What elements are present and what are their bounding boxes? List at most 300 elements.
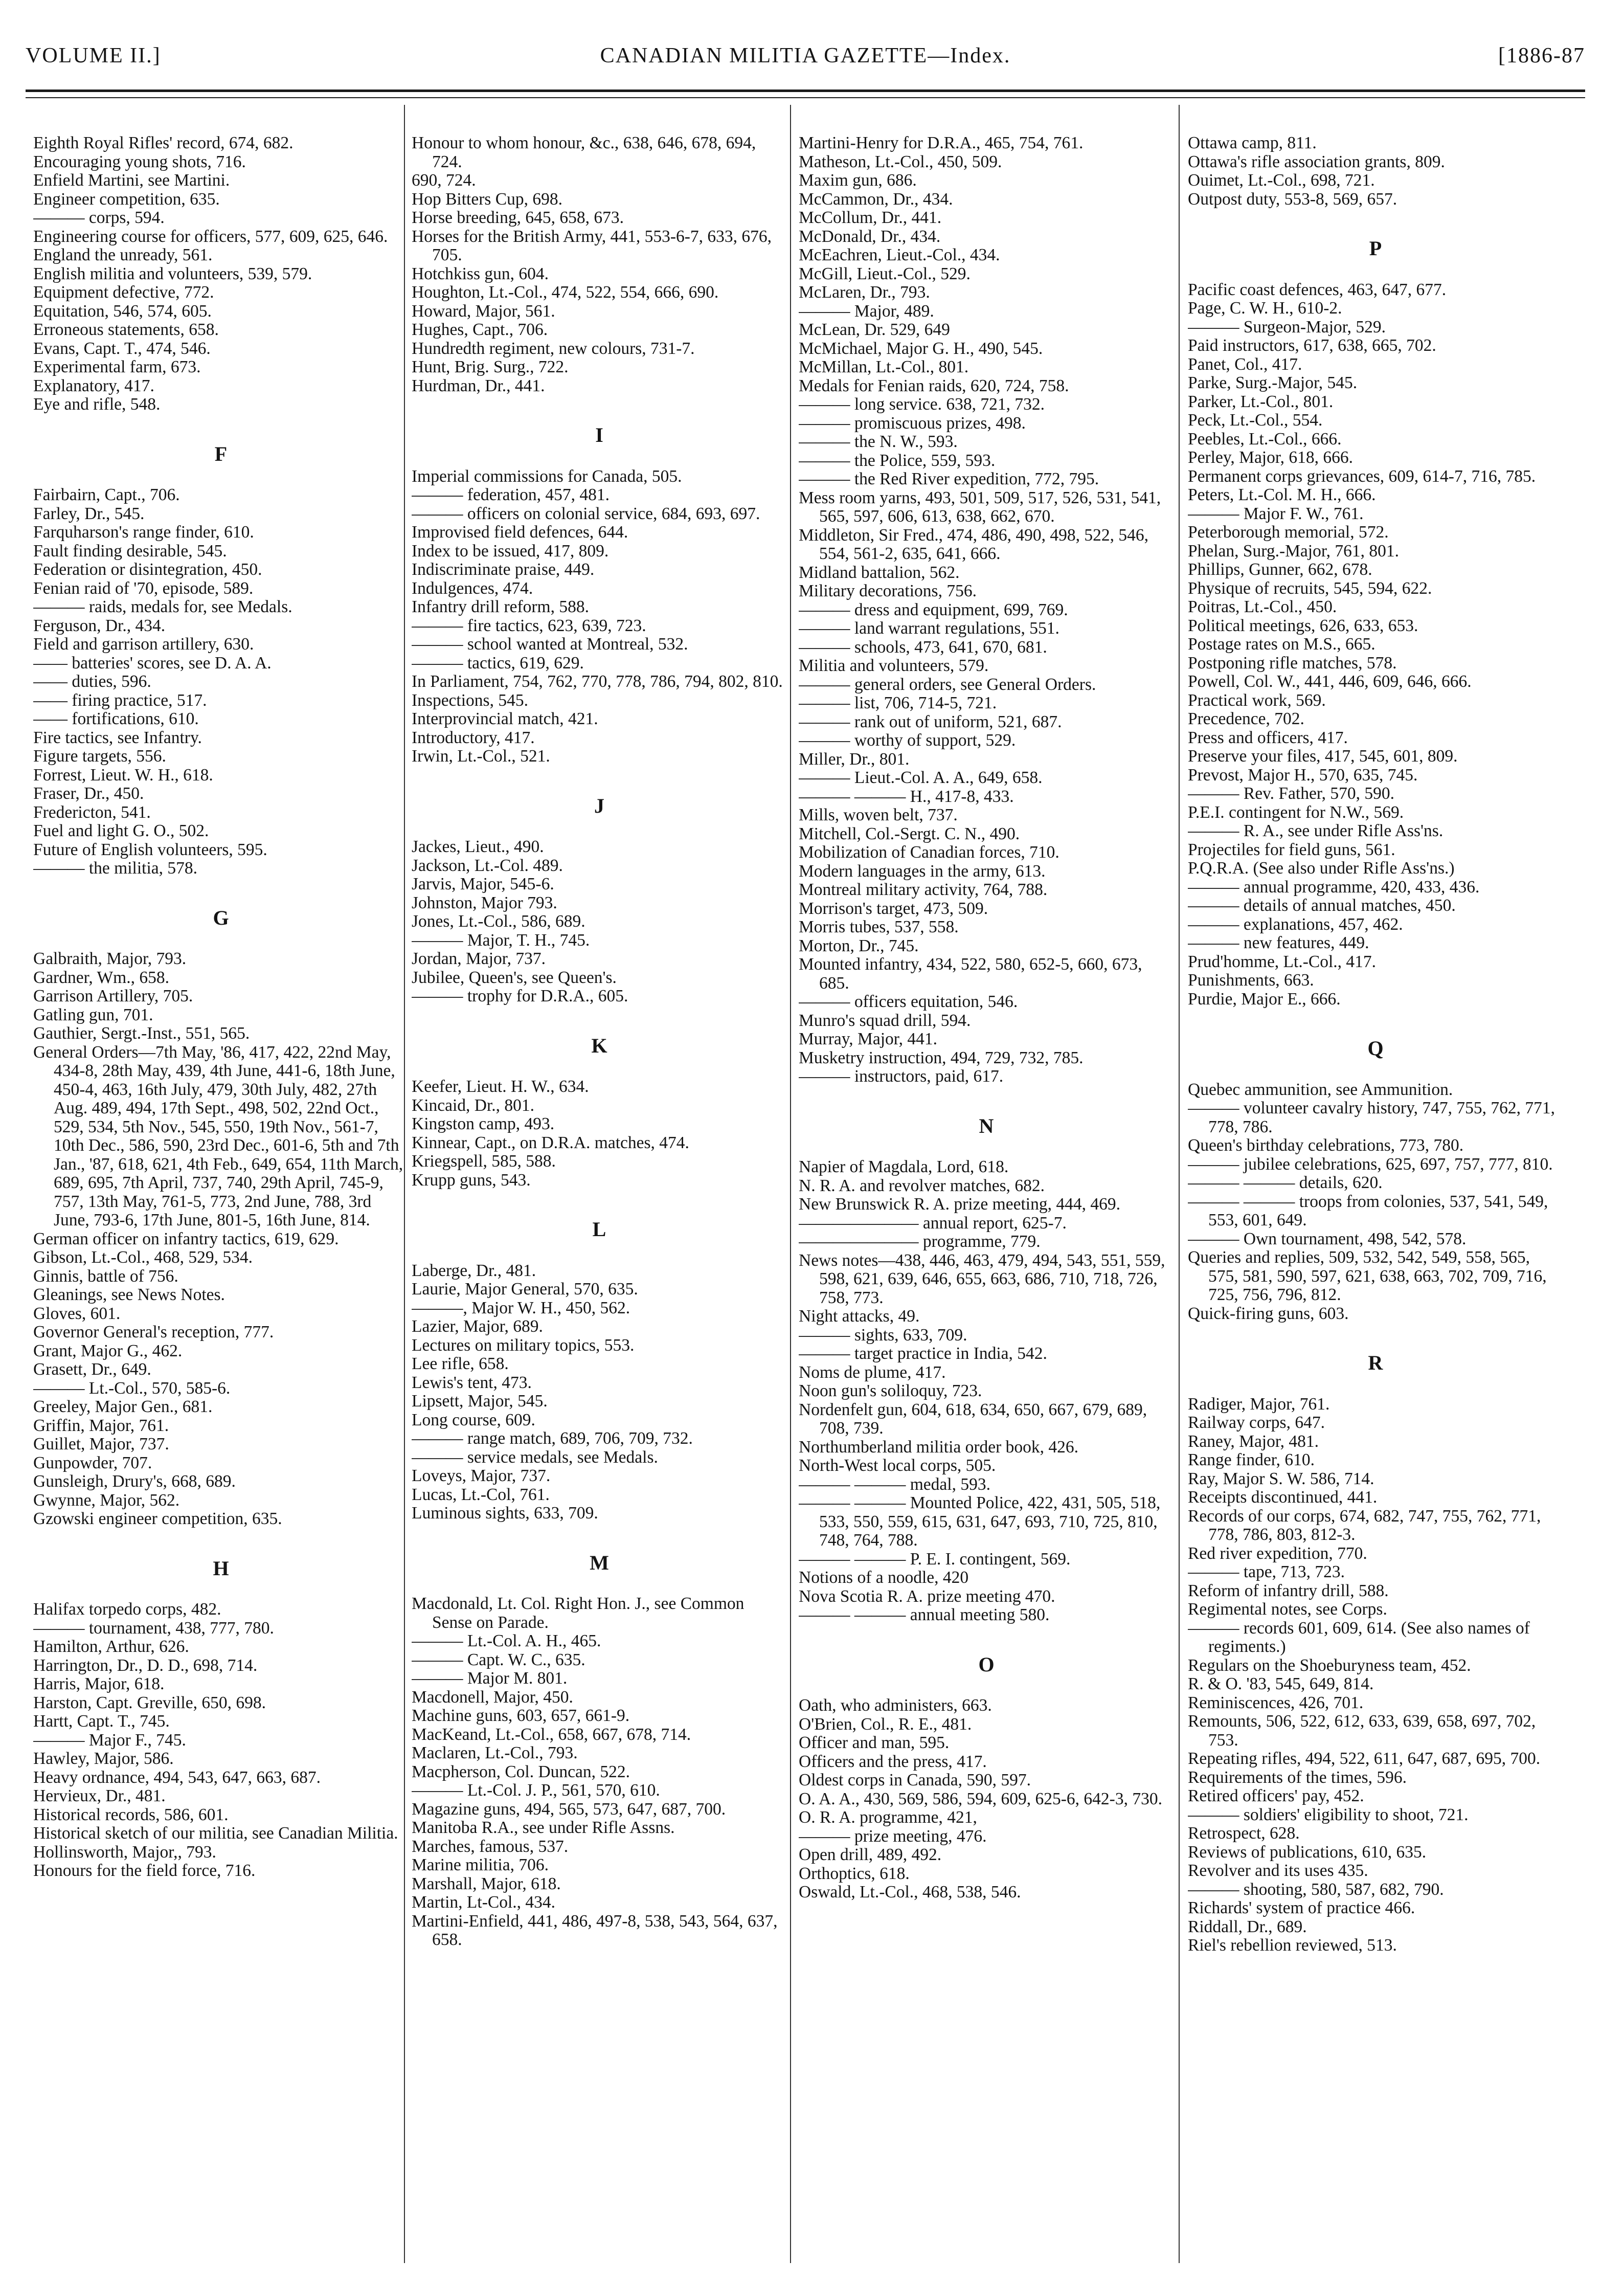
index-entry: Riel's rebellion reviewed, 513. (1188, 1936, 1397, 1955)
index-entry: ——— ——— P. E. I. contingent, 569. (799, 1549, 1071, 1569)
index-entry: ——— Major F. W., 761. (1188, 504, 1364, 523)
index-entry: Morrison's target, 473, 509. (799, 899, 988, 918)
index-entry: Phelan, Surg.-Major, 761, 801. (1188, 541, 1400, 561)
index-entry: ——— general orders, see General Orders. (799, 675, 1096, 694)
index-entry: N. R. A. and revolver matches, 682. (799, 1176, 1045, 1195)
index-entry: Munro's squad drill, 594. (799, 1011, 971, 1030)
index-entry: Northumberland militia order book, 426. (799, 1437, 1079, 1457)
section-letter: H (213, 1556, 230, 1580)
index-entry: McMillan, Lt.-Col., 801. (799, 357, 969, 376)
section-letter: M (590, 1551, 610, 1574)
index-entry: Ottawa camp, 811. (1188, 134, 1317, 152)
index-entry: Parker, Lt.-Col., 801. (1188, 392, 1334, 411)
index-entry: Riddall, Dr., 689. (1188, 1917, 1307, 1936)
index-entry: ——— worthy of support, 529. (799, 731, 1016, 750)
index-entry: Jones, Lt.-Col., 586, 689. (412, 912, 585, 931)
section-letter: J (594, 794, 605, 817)
index-entry: ——— Lt.-Col. J. P., 561, 570, 610. (412, 1781, 660, 1800)
index-entry: Regimental notes, see Corps. (1188, 1600, 1387, 1619)
index-entry: Morton, Dr., 745. (799, 936, 919, 955)
index-entry: Range finder, 610. (1188, 1450, 1315, 1469)
index-entry: Reform of infantry drill, 588. (1188, 1581, 1389, 1600)
index-entry: ——— Capt. W. C., 635. (412, 1650, 585, 1669)
index-entry: Fuel and light G. O., 502. (33, 821, 209, 840)
index-entry: Lucas, Lt.-Col, 761. (412, 1485, 550, 1504)
index-entry: Laurie, Major General, 570, 635. (412, 1280, 638, 1299)
index-entry: P.E.I. contingent for N.W., 569. (1188, 802, 1404, 822)
index-entry: MacKeand, Lt.-Col., 658, 667, 678, 714. (412, 1725, 691, 1744)
index-entry: Napier of Magdala, Lord, 618. (799, 1157, 1009, 1176)
index-entry: Hop Bitters Cup, 698. (412, 189, 562, 209)
index-entry: News notes—438, 446, 463, 479, 494, 543, 551, 559, 598, 621, 639, 646, 655, 663, 686, 710, 718, 726, 758, 773. (799, 1250, 1165, 1307)
index-entry: ——— Major M. 801. (412, 1669, 568, 1688)
index-entry: Repeating rifles, 494, 522, 611, 647, 687, 695, 700. (1188, 1749, 1541, 1768)
index-entry: ——— the Police, 559, 593. (799, 451, 996, 470)
index-entry: Peebles, Lt.-Col., 666. (1188, 429, 1342, 449)
index-entry: Hartt, Capt. T., 745. (33, 1712, 170, 1731)
index-entry: Quebec ammunition, see Ammunition. (1188, 1080, 1453, 1099)
index-entry: Evans, Capt. T., 474, 546. (33, 339, 211, 358)
index-entry: Permanent corps grievances, 609, 614-7, 716, 785. (1188, 466, 1536, 486)
index-entry: ——— tournament, 438, 777, 780. (33, 1618, 274, 1638)
index-entry: Modern languages in the army, 613. (799, 861, 1046, 881)
index-entry: Manitoba R.A., see under Rifle Assns. (412, 1818, 675, 1837)
index-entry: Gleanings, see News Notes. (33, 1285, 225, 1304)
column-divider (790, 105, 791, 2263)
volume-label: VOLUME II.] (26, 44, 161, 68)
index-entry: General Orders—7th May, '86, 417, 422, 22nd May, 434-8, 28th May, 439, 4th June, 441-6, 18th June, 450-4, 463, 16th July, 479, 30th July, 482, 27th Aug. 489, 494, 17th Sept., 498, 502, 22nd Oct., 529, 534, 5th Nov., 545, 550, 19th Nov., 561-7, 10th Dec., 586, 590, 23rd Dec., 601-6, 5th and 7th Jan., '87, 618, 621, 4th Feb., 649, 654, 11th March, 689, 695, 7th April, 737, 740, 29th April, 745-9, 757, 13th May, 761-5, 773, 2nd June, 788, 3rd June, 793-6, 17th June, 801-5, 16th June, 814. (33, 1042, 403, 1229)
index-entry: Macdonell, Major, 450. (412, 1687, 573, 1707)
index-entry: Inspections, 545. (412, 690, 528, 710)
index-entry: ——— ——— medal, 593. (799, 1474, 990, 1494)
index-entry: Federation or disintegration, 450. (33, 560, 262, 579)
index-entry: Railway corps, 647. (1188, 1413, 1325, 1432)
index-entry: ——— details of annual matches, 450. (1188, 896, 1456, 915)
index-entry: Nova Scotia R. A. prize meeting 470. (799, 1586, 1055, 1606)
header-rule (26, 90, 1585, 92)
index-entry: Raney, Major, 481. (1188, 1431, 1319, 1451)
index-entry: Harston, Capt. Greville, 650, 698. (33, 1693, 266, 1712)
index-entry: McCammon, Dr., 434. (799, 189, 953, 209)
index-entry: Lee rifle, 658. (412, 1354, 509, 1373)
index-entry: Kingston camp, 493. (412, 1114, 555, 1133)
index-entry: Open drill, 489, 492. (799, 1845, 942, 1864)
index-entry: Hunt, Brig. Surg., 722. (412, 357, 569, 376)
index-entry: ——— volunteer cavalry history, 747, 755, 762, 771, 778, 786. (1188, 1099, 1555, 1136)
index-entry: Quick-firing guns, 603. (1188, 1304, 1349, 1323)
index-entry: Maclaren, Lt.-Col., 793. (412, 1743, 578, 1762)
index-entry: Reminiscences, 426, 701. (1188, 1693, 1364, 1712)
index-entry: Lectures on military topics, 553. (412, 1335, 635, 1355)
index-entry: Lazier, Major, 689. (412, 1317, 543, 1336)
index-entry: ——— Major, 489. (799, 301, 934, 321)
index-entry: ——— dress and equipment, 699, 769. (799, 600, 1068, 619)
index-entry: Hundredth regiment, new colours, 731-7. (412, 339, 695, 358)
index-entry: Martin, Lt-Col., 434. (412, 1893, 556, 1912)
index-entry: ——— ——— details, 620. (1188, 1173, 1383, 1192)
index-entry: Fraser, Dr., 450. (33, 784, 144, 803)
index-entry: Hervieux, Dr., 481. (33, 1786, 166, 1805)
index-entry: ——— sights, 633, 709. (799, 1325, 967, 1345)
index-entry: Purdie, Major E., 666. (1188, 989, 1341, 1009)
index-entry: Nordenfelt gun, 604, 618, 634, 650, 667, 679, 689, 708, 739. (799, 1400, 1147, 1438)
index-entry: ——— raids, medals for, see Medals. (33, 597, 292, 616)
index-entry: Midland battalion, 562. (799, 563, 960, 582)
index-entry: Militia and volunteers, 579. (799, 656, 989, 675)
index-entry: Hawley, Major, 586. (33, 1749, 174, 1768)
index-entry: ——— tactics, 619, 629. (412, 653, 584, 673)
index-entry: Gauthier, Sergt.-Inst., 551, 565. (33, 1024, 250, 1043)
section-letter: K (591, 1034, 608, 1057)
index-entry: Interprovincial match, 421. (412, 709, 598, 728)
index-entry: ——— ——— H., 417-8, 433. (799, 787, 1014, 806)
index-entry: Fire tactics, see Infantry. (33, 728, 202, 747)
index-entry: Ottawa's rifle association grants, 809. (1188, 152, 1445, 171)
index-entry: McGill, Lieut.-Col., 529. (799, 264, 971, 283)
index-entry: R. & O. '83, 545, 649, 814. (1188, 1674, 1374, 1693)
index-entry: ——— soldiers' eligibility to shoot, 721. (1188, 1805, 1469, 1824)
index-entry: Peters, Lt.-Col. M. H., 666. (1188, 485, 1376, 504)
index-entry: Notions of a noodle, 420 (799, 1568, 969, 1587)
index-entry: Paid instructors, 617, 638, 665, 702. (1188, 336, 1436, 355)
index-entry: Engineering course for officers, 577, 609, 625, 646. (33, 227, 388, 246)
index-entry: Morris tubes, 537, 558. (799, 918, 959, 936)
index-entry: Gatling gun, 701. (33, 1005, 153, 1024)
index-entry: Physique of recruits, 545, 594, 622. (1188, 578, 1432, 598)
index-entry: Field and garrison artillery, 630. (33, 635, 254, 654)
index-entry: Peck, Lt.-Col., 554. (1188, 411, 1323, 430)
index-column-1 (33, 134, 409, 2262)
index-entry: Laberge, Dr., 481. (412, 1261, 536, 1280)
index-entry: ——— R. A., see under Rifle Ass'ns. (1188, 821, 1443, 840)
index-entry: ——— records 601, 609, 614. (See also names of regiments.) (1188, 1618, 1530, 1656)
index-entry: McDonald, Dr., 434. (799, 227, 941, 246)
index-entry: ——— annual programme, 420, 433, 436. (1188, 877, 1480, 897)
index-entry: Officers and the press, 417. (799, 1752, 987, 1771)
index-entry: Galbraith, Major, 793. (33, 949, 187, 968)
index-entry: Mess room yarns, 493, 501, 509, 517, 526, 531, 541, 565, 597, 606, 613, 638, 662, 670. (799, 488, 1161, 526)
section-letter: G (213, 906, 230, 929)
index-entry: Macpherson, Col. Duncan, 522. (412, 1762, 630, 1781)
index-entry: Mills, woven belt, 737. (799, 806, 958, 824)
index-entry: Hurdman, Dr., 441. (412, 376, 545, 395)
index-entry: Phillips, Gunner, 662, 678. (1188, 560, 1372, 579)
index-entry: Murray, Major, 441. (799, 1030, 937, 1048)
index-entry: Page, C. W. H., 610-2. (1188, 299, 1342, 318)
index-entry: Marshall, Major, 618. (412, 1874, 561, 1893)
index-entry: Harris, Major, 618. (33, 1674, 165, 1693)
index-entry: Figure targets, 556. (33, 747, 166, 766)
index-entry: Powell, Col. W., 441, 446, 609, 646, 666. (1188, 672, 1472, 691)
index-entry: Revolver and its uses 435. (1188, 1861, 1368, 1880)
index-entry: ——— Lt.-Col., 570, 585-6. (33, 1378, 231, 1398)
index-entry: Ray, Major S. W. 586, 714. (1188, 1469, 1374, 1488)
index-entry: Precedence, 702. (1188, 709, 1304, 728)
index-entry: Radiger, Major, 761. (1188, 1394, 1330, 1414)
index-entry: Matheson, Lt.-Col., 450, 509. (799, 152, 1002, 171)
section-letter: R (1368, 1351, 1384, 1374)
index-entry: German officer on infantry tactics, 619, 629. (33, 1229, 339, 1248)
index-entry: Noms de plume, 417. (799, 1362, 946, 1382)
index-entry: Marine militia, 706. (412, 1855, 549, 1874)
index-entry: Jackes, Lieut., 490. (412, 837, 544, 856)
index-entry: Red river expedition, 770. (1188, 1543, 1367, 1563)
index-entry: ——— schools, 473, 641, 670, 681. (799, 637, 1047, 657)
index-entry: Kincaid, Dr., 801. (412, 1095, 535, 1115)
index-entry: Howard, Major, 561. (412, 301, 555, 321)
index-entry: ——— officers on colonial service, 684, 693, 697. (412, 504, 760, 523)
index-entry: ——— list, 706, 714-5, 721. (799, 693, 997, 712)
index-entry: Eighth Royal Rifles' record, 674, 682. (33, 134, 294, 152)
index-entry: Fairbairn, Capt., 706. (33, 485, 180, 504)
section-letter: I (595, 423, 604, 446)
index-entry: ——— fire tactics, 623, 639, 723. (412, 616, 646, 635)
index-entry: McCollum, Dr., 441. (799, 208, 942, 227)
index-entry: Outpost duty, 553-8, 569, 657. (1188, 189, 1397, 209)
index-entry: Explanatory, 417. (33, 376, 154, 395)
index-entry: ——— Lt.-Col. A. H., 465. (412, 1631, 601, 1650)
index-entry: Hollinsworth, Major,, 793. (33, 1842, 216, 1862)
index-entry: Gzowski engineer competition, 635. (33, 1509, 282, 1528)
index-entry: Officer and man, 595. (799, 1733, 950, 1752)
index-entry: Lewis's tent, 473. (412, 1373, 532, 1392)
index-entry: Punishments, 663. (1188, 971, 1314, 990)
index-entry: Noon gun's soliloquy, 723. (799, 1381, 982, 1400)
index-entry: O. R. A. programme, 421, (799, 1808, 977, 1827)
index-entry: Fault finding desirable, 545. (33, 541, 227, 561)
index-entry: ——— Rev. Father, 570, 590. (1188, 784, 1395, 803)
index-entry: Pacific coast defences, 463, 647, 677. (1188, 280, 1447, 299)
index-entry: ——— school wanted at Montreal, 532. (412, 635, 688, 654)
index-entry: In Parliament, 754, 762, 770, 778, 786, 794, 802, 810. (412, 672, 783, 691)
index-entry: Houghton, Lt.-Col., 474, 522, 554, 666, 690. (412, 283, 719, 302)
index-entry: Johnston, Major 793. (412, 893, 557, 912)
index-entry: Jackson, Lt.-Col. 489. (412, 856, 563, 875)
index-entry: Heavy ordnance, 494, 543, 647, 663, 687. (33, 1768, 321, 1787)
index-entry: Press and officers, 417. (1188, 728, 1348, 747)
index-entry: Maxim gun, 686. (799, 171, 917, 190)
index-entry: ——— corps, 594. (33, 208, 165, 227)
index-entry: Erroneous statements, 658. (33, 320, 219, 339)
index-entry: Perley, Major, 618, 666. (1188, 448, 1354, 467)
index-entry: Postponing rifle matches, 578. (1188, 653, 1397, 673)
index-entry: Honour to whom honour, &c., 638, 646, 678, 694, 724. (412, 134, 756, 171)
page-title: CANADIAN MILITIA GAZETTE—Index. (600, 44, 1011, 68)
index-entry: Preserve your files, 417, 545, 601, 809. (1188, 747, 1458, 766)
index-entry: Richards' system of practice 466. (1188, 1898, 1415, 1917)
index-entry: Prevost, Major H., 570, 635, 745. (1188, 765, 1418, 785)
index-entry: Forrest, Lieut. W. H., 618. (33, 765, 213, 785)
index-entry: ——— range match, 689, 706, 709, 732. (412, 1429, 693, 1448)
index-entry: Hotchkiss gun, 604. (412, 264, 549, 283)
index-entry: Gunsleigh, Drury's, 668, 689. (33, 1472, 236, 1491)
index-entry: English militia and volunteers, 539, 579. (33, 264, 312, 283)
index-entry: Historical records, 586, 601. (33, 1805, 229, 1824)
index-entry: Garrison Artillery, 705. (33, 987, 193, 1005)
index-entry: Lipsett, Major, 545. (412, 1392, 548, 1411)
index-entry: Farquharson's range finder, 610. (33, 523, 254, 542)
index-entry: Poitras, Lt.-Col., 450. (1188, 597, 1337, 616)
index-entry: Historical sketch of our militia, see Canadian Militia. (33, 1824, 398, 1843)
index-entry: Gardner, Wm., 658. (33, 968, 169, 987)
index-entry: Panet, Col., 417. (1188, 354, 1302, 374)
year-range: [1886-87 (1498, 44, 1585, 68)
index-entry: ——————— annual report, 625-7. (799, 1213, 1067, 1233)
page-header (26, 43, 1585, 84)
index-entry: Honours for the field force, 716. (33, 1861, 256, 1880)
index-entry: Irwin, Lt.-Col., 521. (412, 747, 550, 766)
index-entry: Oath, who administers, 663. (799, 1696, 992, 1715)
index-entry: Experimental farm, 673. (33, 357, 201, 376)
index-entry: 690, 724. (412, 171, 476, 190)
index-entry: Peterborough memorial, 572. (1188, 523, 1389, 542)
index-entry: ——— ——— troops from colonies, 537, 541, 549, 553, 601, 649. (1188, 1192, 1548, 1229)
index-entry: Luminous sights, 633, 709. (412, 1504, 598, 1523)
index-entry: Future of English volunteers, 595. (33, 840, 267, 859)
index-entry: ——— jubilee celebrations, 625, 697, 757, 777, 810. (1188, 1154, 1553, 1174)
index-entry: ——— the militia, 578. (33, 859, 198, 878)
index-entry: Magazine guns, 494, 565, 573, 647, 687, 700. (412, 1799, 726, 1819)
index-entry: Macdonald, Lt. Col. Right Hon. J., see Common Sense on Parade. (412, 1594, 745, 1632)
index-entry: Requirements of the times, 596. (1188, 1768, 1407, 1787)
index-entry: Practical work, 569. (1188, 690, 1326, 710)
index-entry: Miller, Dr., 801. (799, 749, 910, 769)
index-entry: Montreal military activity, 764, 788. (799, 880, 1048, 899)
index-entry: Retired officers' pay, 452. (1188, 1786, 1364, 1805)
index-entry: Machine guns, 603, 657, 661-9. (412, 1706, 630, 1725)
index-entry: Halifax torpedo corps, 482. (33, 1600, 221, 1619)
index-entry: Encouraging young shots, 716. (33, 152, 246, 171)
section-letter: L (592, 1218, 607, 1241)
index-entry: ——— Own tournament, 498, 542, 578. (1188, 1229, 1467, 1248)
index-entry: ——— tape, 713, 723. (1188, 1562, 1345, 1581)
index-entry: Mounted infantry, 434, 522, 580, 652-5, 660, 673, 685. (799, 955, 1142, 993)
section-letter: P (1369, 237, 1383, 260)
index-entry: ——— rank out of uniform, 521, 687. (799, 712, 1062, 731)
index-entry: Oldest corps in Canada, 590, 597. (799, 1771, 1031, 1789)
index-entry: Engineer competition, 635. (33, 189, 220, 209)
index-entry: Jubilee, Queen's, see Queen's. (412, 968, 617, 987)
index-entry: ——— target practice in India, 542. (799, 1344, 1047, 1363)
index-entry: P.Q.R.A. (See also under Rifle Ass'ns.) (1188, 859, 1455, 878)
index-entry: Keefer, Lieut. H. W., 634. (412, 1077, 589, 1096)
index-entry: Parke, Surg.-Major, 545. (1188, 373, 1358, 392)
index-entry: Night attacks, 49. (799, 1307, 920, 1326)
index-entry: McEachren, Lieut.-Col., 434. (799, 245, 1000, 264)
index-entry: Harrington, Dr., D. D., 698, 714. (33, 1655, 258, 1675)
index-entry: Queen's birthday celebrations, 773, 780. (1188, 1136, 1464, 1155)
index-entry: Index to be issued, 417, 809. (412, 541, 609, 561)
index-entry: —— batteries' scores, see D. A. A. (33, 653, 272, 673)
index-entry: Griffin, Major, 761. (33, 1416, 169, 1435)
index-entry: Marches, famous, 537. (412, 1837, 569, 1856)
header-rule-thin (26, 97, 1585, 98)
index-entry: ——— shooting, 580, 587, 682, 790. (1188, 1880, 1444, 1899)
index-entry: Gloves, 601. (33, 1304, 121, 1323)
index-entry: ——————— programme, 779. (799, 1232, 1041, 1251)
index-entry: Imperial commissions for Canada, 505. (412, 466, 682, 486)
index-entry: McMichael, Major G. H., 490, 545. (799, 339, 1043, 358)
index-entry: Equipment defective, 772. (33, 283, 214, 302)
section-letter: Q (1367, 1037, 1384, 1060)
index-entry: New Brunswick R. A. prize meeting, 444, 469. (799, 1195, 1120, 1214)
index-entry: Long course, 609. (412, 1410, 535, 1429)
section-letter: F (214, 442, 228, 465)
index-entry: Military decorations, 756. (799, 581, 977, 600)
index-column-4 (1188, 134, 1564, 2262)
index-entry: Hamilton, Arthur, 626. (33, 1637, 189, 1656)
index-entry: Infantry drill reform, 588. (412, 597, 589, 616)
index-entry: ——— the Red River expedition, 772, 795. (799, 469, 1099, 488)
index-entry: Kriegspell, 585, 588. (412, 1152, 556, 1171)
index-entry: Indiscriminate praise, 449. (412, 560, 595, 579)
index-entry: Musketry instruction, 494, 729, 732, 785. (799, 1048, 1084, 1067)
index-entry: ——— explanations, 457, 462. (1188, 914, 1403, 934)
index-entry: ——— long service. 638, 721, 732. (799, 395, 1045, 414)
index-entry: Fenian raid of '70, episode, 589. (33, 578, 254, 598)
index-entry: Records of our corps, 674, 682, 747, 755, 762, 771, 778, 786, 803, 812-3. (1188, 1506, 1541, 1544)
index-entry: Indulgences, 474. (412, 578, 533, 598)
index-entry: ——— the N. W., 593. (799, 432, 958, 451)
index-entry: Remounts, 506, 522, 612, 633, 639, 658, 697, 702, 753. (1188, 1712, 1536, 1750)
index-entry: McLaren, Dr., 793. (799, 283, 930, 302)
index-entry: ——— Major F., 745. (33, 1730, 186, 1750)
index-entry: Jordan, Major, 737. (412, 949, 546, 968)
index-entry: ——— officers equitation, 546. (799, 992, 1018, 1011)
index-entry: Enfield Martini, see Martini. (33, 171, 230, 190)
index-entry: ——— ——— annual meeting 580. (799, 1605, 1050, 1624)
index-entry: ——— federation, 457, 481. (412, 485, 610, 504)
index-entry: ——— Lieut.-Col. A. A., 649, 658. (799, 768, 1043, 787)
index-entry: ——— new features, 449. (1188, 933, 1369, 952)
section-letter: N (979, 1114, 995, 1137)
index-entry: —— firing practice, 517. (33, 690, 207, 710)
index-entry: Grasett, Dr., 649. (33, 1360, 151, 1379)
section-letter: O (978, 1652, 995, 1676)
index-entry: —— duties, 596. (33, 672, 151, 691)
index-entry: Fredericton, 541. (33, 802, 151, 822)
index-entry: Introductory, 417. (412, 728, 535, 747)
index-entry: Improvised field defences, 644. (412, 523, 628, 542)
index-entry: ——— Major, T. H., 745. (412, 930, 590, 950)
index-entry: Mitchell, Col.-Sergt. C. N., 490. (799, 824, 1020, 843)
index-entry: Martini-Henry for D.R.A., 465, 754, 761. (799, 134, 1084, 152)
index-entry: Receipts discontinued, 441. (1188, 1488, 1378, 1507)
index-entry: O'Brien, Col., R. E., 481. (799, 1714, 972, 1734)
index-entry: Grant, Major G., 462. (33, 1341, 183, 1360)
index-entry: Greeley, Major Gen., 681. (33, 1397, 213, 1416)
index-entry: ——— promiscuous prizes, 498. (799, 413, 1026, 433)
index-column-3 (799, 134, 1175, 2262)
index-entry: ——— trophy for D.R.A., 605. (412, 987, 628, 1005)
index-entry: England the unready, 561. (33, 245, 213, 264)
index-entry: Ginnis, battle of 756. (33, 1266, 178, 1286)
index-entry: ——— land warrant regulations, 551. (799, 619, 1059, 638)
index-entry: Martini-Enfield, 441, 486, 497-8, 538, 543, 564, 637, 658. (412, 1911, 778, 1949)
index-column-2 (412, 134, 787, 2262)
index-entry: Ouimet, Lt.-Col., 698, 721. (1188, 171, 1375, 190)
index-entry: Equitation, 546, 574, 605. (33, 301, 212, 321)
index-entry: Prud'homme, Lt.-Col., 417. (1188, 952, 1377, 971)
index-entry: Horse breeding, 645, 658, 673. (412, 208, 624, 227)
index-entry: Oswald, Lt.-Col., 468, 538, 546. (799, 1883, 1021, 1901)
index-entry: Horses for the British Army, 441, 553-6-7, 633, 676, 705. (412, 227, 772, 264)
index-entry: Governor General's reception, 777. (33, 1323, 274, 1341)
index-entry: ——— ——— Mounted Police, 422, 431, 505, 518, 533, 550, 559, 615, 631, 647, 693, 710, 725, 810, 748, 764, 788. (799, 1493, 1161, 1550)
index-entry: Political meetings, 626, 633, 653. (1188, 616, 1418, 635)
index-entry: Krupp guns, 543. (412, 1170, 531, 1190)
column-divider (1179, 105, 1180, 2263)
